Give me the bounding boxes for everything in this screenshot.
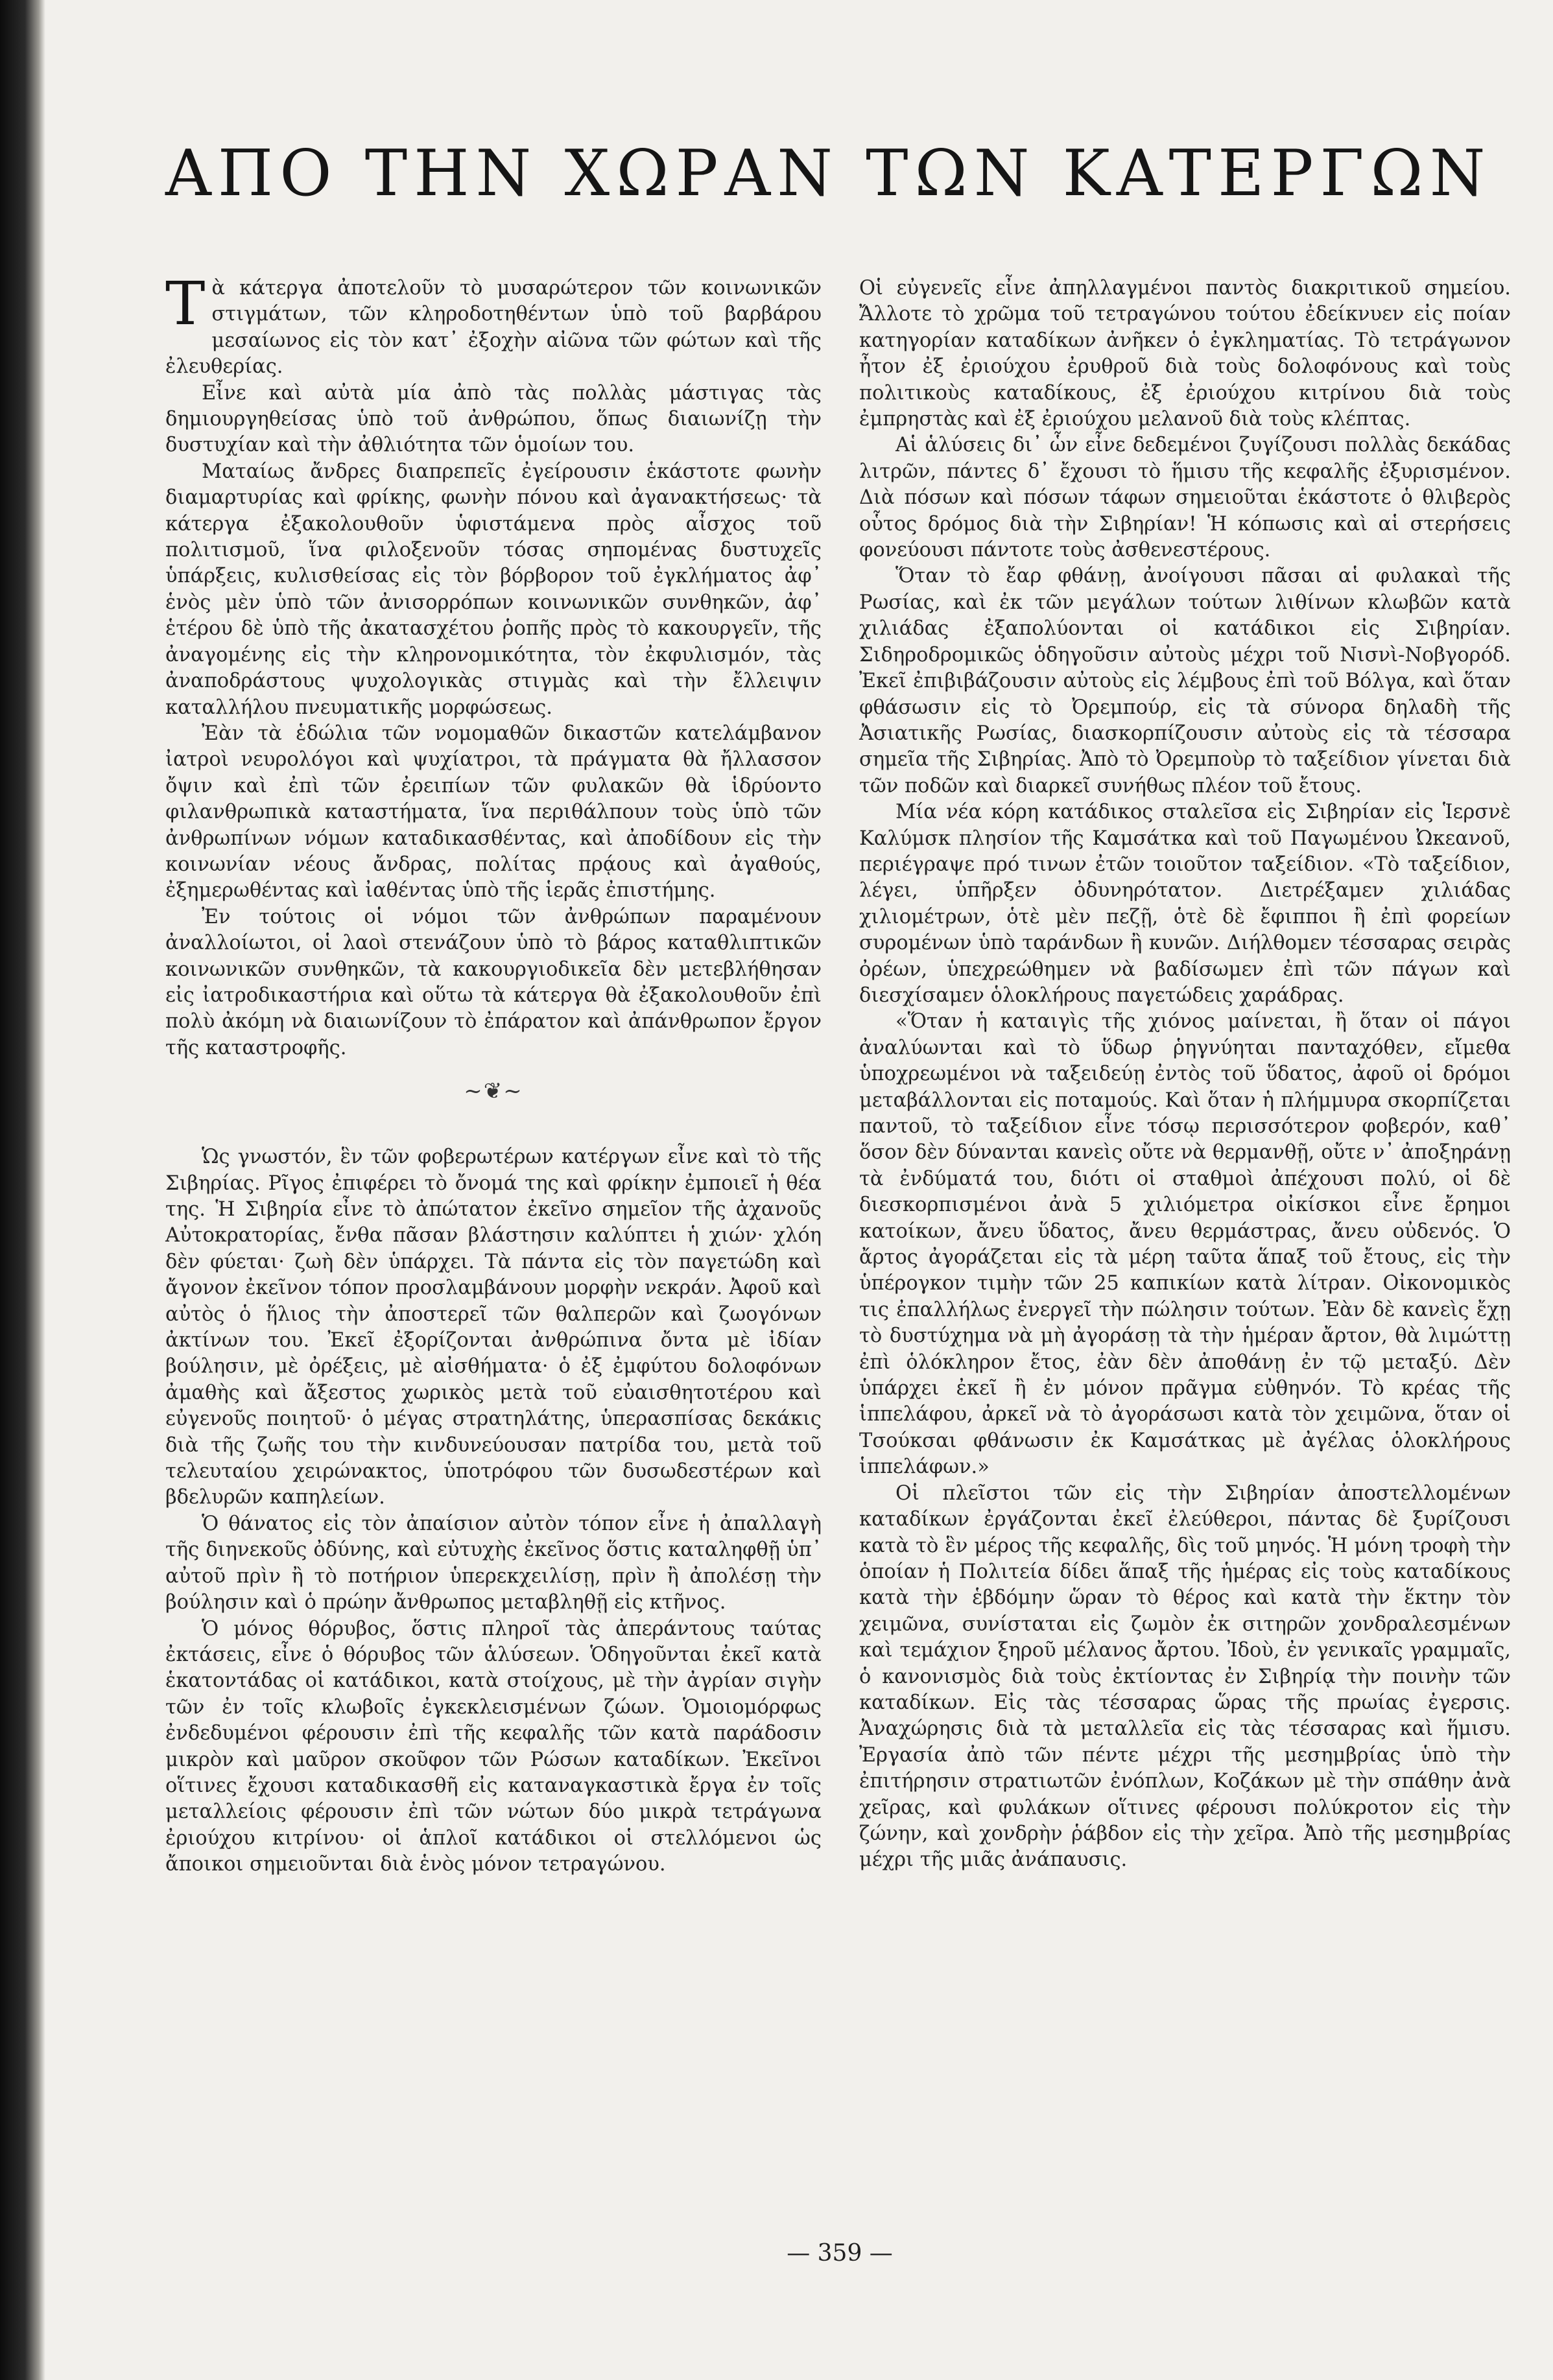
paragraph: Ἐν τούτοις οἱ νόμοι τῶν ἀνθρώπων παραμένουν ἀναλλοίωτοι, οἱ λαοὶ στενάζουν ὑπὸ τὸ βάρος καταθλιπτικῶν κοινωνικῶν συνθηκῶν, τὰ κακουργιοδικεῖα δὲν μετεβλήθησαν εἰς ἰατροδικαστήρια καὶ οὕτω τὰ κάτεργα θὰ ἐξακολουθοῦν ἐπὶ πολὺ ἀκόμη νὰ διαιωνίζουν τὸ ἐπάρατον καὶ ἀπάνθρωπον ἔργον τῆς καταστροφῆς. — [165, 905, 822, 1059]
paragraph: «Ὅταν ἡ καταιγὶς τῆς χιόνος μαίνεται, ἢ ὅταν οἱ πάγοι ἀναλύωνται καὶ τὸ ὕδωρ ῥηγνύηται πανταχόθεν, εἴμεθα ὑποχρεωμένοι νὰ ταξειδεύῃ ἐντὸς τοῦ ὕδατος, ἀφοῦ οἱ δρόμοι μεταβάλλονται εἰς ποταμούς. Καὶ ὅταν ἡ πλήμμυρα σκορπίζεται παντοῦ, τὸ ταξείδιον εἶνε τόσῳ περισσότερον φοβερόν, καθ᾽ ὅσον δὲν δύνανται κανεὶς οὔτε νὰ θερμανθῇ, οὔτε ν᾽ ἀποξηράνῃ τὰ ἐνδύματά του, διότι οἱ σταθμοὶ ἀπέχουσι πολύ, οἱ δὲ διεσκορπισμένοι ἀνὰ 5 χιλιόμετρα οἰκίσκοι εἶνε ἔρημοι κατοίκων, ἄνευ ὕδατος, ἄνευ θερμάστρας, ἄνευ οὐδενός. Ὁ ἄρτος ἀγοράζεται εἰς τὰ μέρη ταῦτα ἅπαξ τοῦ ἔτους, εἰς τὴν ὑπέρογκον τιμὴν τῶν 25 καπικίων κατὰ λίτραν. Οἰκονομικὸς τις ἐπαλλήλως ἐνεργεῖ τὴν πώλησιν τούτων. Ἐὰν δὲ κανεὶς ἔχῃ τὸ δυστύχημα νὰ μὴ ἀγοράσῃ τὰ τὴν ἡμέραν ἄρτον, θὰ λιμώττῃ ἐπὶ ὁλόκληρον ἔτος, ἐὰν δὲν ἀποθάνῃ ἐν τῷ μεταξύ. Δὲν ὑπάρχει ἐκεῖ ἢ ἐν μόνον πρᾶγμα εὐθηνόν. Τὸ κρέας τῆς ἱππελάφου, ἀρκεῖ νὰ τὸ ἀγοράσωσι κατὰ τὸν χειμῶνα, ὅταν οἱ Τσούκσαι φθάνωσιν ἐκ Καμσάτκας μὲ ἀγέλας ὁλοκλήρους ἱππελάφων.» — [859, 1010, 1511, 1479]
section-ornament: ~❦~ — [464, 1078, 523, 1105]
paragraph-intro-text: ὰ κάτεργα ἀποτελοῦν τὸ μυσαρώτερον τῶν κοινωνικῶν στιγμάτων, τῶν κληροδοτηθέντων ὑπὸ τοῦ βαρβάρου μεσαίωνος εἰς τὸν κατ᾽ ἐξοχὴν αἰῶνα τῶν φώτων καὶ τῆς ἐλευθερίας. — [165, 277, 822, 379]
right-column — [859, 276, 1511, 1874]
paragraph: Αἱ ἁλύσεις δι᾽ ὧν εἶνε δεδεμένοι ζυγίζουσι πολλὰς δεκάδας λιτρῶν, πάντες δ᾽ ἔχουσι τὸ ἥμισυ τῆς κεφαλῆς ἐξυρισμένον. Διὰ πόσων καὶ πόσων τάφων σημειοῦται ἑκάστοτε ὁ θλιβερὸς οὗτος δρόμος διὰ τὴν Σιβηρίαν! Ἡ κόπωσις καὶ αἱ στερήσεις φονεύουσι πάντοτε τοὺς ἀσθενεστέρους. — [859, 434, 1511, 562]
page-number: — 359 — — [787, 2240, 893, 2267]
paragraph-intro — [165, 269, 822, 381]
paragraph: Οἱ πλεῖστοι τῶν εἰς τὴν Σιβηρίαν ἀποστελλομένων καταδίκων ἐργάζονται ἐκεῖ ἐλεύθεροι, πάντας δὲ ξυρίζουσι κατὰ τὸ ἓν μέρος τῆς κεφαλῆς, δὶς τοῦ μηνός. Ἡ μόνη τροφὴ τὴν ὁποίαν ἡ Πολιτεία δίδει ἅπαξ τῆς ἡμέρας εἰς τοὺς καταδίκους κατὰ τὴν ἑβδόμην ὥραν τὸ θέρος καὶ κατὰ τὴν ἕκτην τὸν χειμῶνα, συνίσταται εἰς ζωμὸν ἐκ σιτηρῶν χονδραλεσμένων καὶ τεμάχιον ξηροῦ μέλανος ἄρτου. Ἰδοὺ, ἐν γενικαῖς γραμμαῖς, ὁ κανονισμὸς διὰ τοὺς ἐκτίοντας ἐν Σιβηρίᾳ τὴν ποινὴν τῶν καταδίκων. Εἰς τὰς τέσσαρας ὥρας τῆς πρωίας ἐγερσις. Ἀναχώρησις διὰ τὰ μεταλλεῖα εἰς τὰς τέσσαρας καὶ ἥμισυ. Ἐργασία ἀπὸ τῶν πέντε μέχρι τῆς μεσημβρίας ὑπὸ τὴν ἐπιτήρησιν στρατιωτῶν ἐνόπλων, Κοζάκων μὲ τὴν σπάθην ἀνὰ χεῖρας, καὶ φυλάκων οἵτινες φέρουσι πολύκροτον εἰς τὴν ζώνην, καὶ χονδρὴν ῥάβδον εἰς τὴν χεῖρα. Ἀπὸ τῆς μεσημβρίας μέχρι τῆς μιᾶς ἀνάπαυσις. — [859, 1481, 1511, 1872]
drop-cap: Τ — [165, 269, 206, 338]
paragraph: Ὁ μόνος θόρυβος, ὅστις πληροῖ τὰς ἀπεράντους ταύτας ἐκτάσεις, εἶνε ὁ θόρυβος τῶν ἁλύσεων. Ὁδηγοῦνται ἐκεῖ κατὰ ἑκατοντάδας οἱ κατάδικοι, κατὰ στοίχους, μὲ τὴν ἀγρίαν σιγὴν τῶν ἐν τοῖς κλωβοῖς ἐγκεκλεισμένων ζώων. Ὁμοιομόρφως ἐνδεδυμένοι φέρουσιν ἐπὶ τῆς κεφαλῆς τῶν κατὰ παράδοσιν μικρὸν καὶ μαῦρον σκοῦφον τῶν Ρώσων καταδίκων. Ἐκεῖνοι οἵτινες ἔχουσι καταδικασθῆ εἰς καταναγκαστικὰ ἔργα ἐν τοῖς μεταλλείοις φέρουσιν ἐπὶ τῶν νώτων δύο μικρὰ τετράγωνα ἐριούχου κιτρίνου· οἱ ἁπλοῖ κατάδικοι οἱ στελλόμενοι ὡς ἄποικοι σημειοῦνται διὰ ἑνὸς μόνον τετραγώνου. — [165, 1617, 822, 1876]
paragraph: Ματαίως ἄνδρες διαπρεπεῖς ἐγείρουσιν ἑκάστοτε φωνὴν διαμαρτυρίας καὶ φρίκης, φωνὴν πόνου καὶ ἀγανακτήσεως· τὰ κάτεργα ἐξακολουθοῦν ὑφιστάμενα πρὸς αἶσχος τοῦ πολιτισμοῦ, ἵνα φιλοξενοῦν τόσας σηπομένας δυστυχεῖς ὑπάρξεις, κυλισθείσας εἰς τὸν βόρβορον τοῦ ἐγκλήματος ἀφ᾽ ἑνὸς μὲν ὑπὸ τῶν ἀνισορρόπων κοινωνικῶν συνθηκῶν, ἀφ᾽ ἑτέρου δὲ ὑπὸ τῆς ἀκατασχέτου ῥοπῆς πρὸς τὸ κακουργεῖν, τῆς ἀναγομένης εἰς τὴν κληρονομικότητα, τὸν ἐκφυλισμόν, τὰς ἀναποδράστους ψυχολογικὰς στιγμὰς καὶ τὴν ἔλλειψιν καταλλήλου πνευματικῆς μορφώσεως. — [165, 460, 822, 719]
page-title: ΑΠΟ ΤΗΝ ΧΩΡΑΝ ΤΩΝ ΚΑΤΕΡΓΩΝ — [165, 137, 1492, 211]
paragraph: Ὁ θάνατος εἰς τὸν ἀπαίσιον αὐτὸν τόπον εἶνε ἡ ἀπαλλαγὴ τῆς διηνεκοῦς ὀδύνης, καὶ εὐτυχὴς ἐκεῖνος ὅστις καταληφθῇ ὑπ᾽ αὐτοῦ πρὶν ἢ τὸ ποτήριον ὑπερεκχειλίσῃ, πρὶν ἢ ἀπολέσῃ τὴν βούλησιν καὶ ὁ πρώην ἄνθρωπος μεταβληθῇ εἰς κτῆνος. — [165, 1512, 822, 1614]
left-column — [165, 269, 822, 1878]
paragraph: Ὅταν τὸ ἔαρ φθάνῃ, ἀνοίγουσι πᾶσαι αἱ φυλακαὶ τῆς Ρωσίας, καὶ ἐκ τῶν μεγάλων τούτων λιθίνων κλωβῶν κατὰ χιλιάδας ἐξαπολύονται οἱ κατάδικοι εἰς Σιβηρίαν. Σιδηροδρομικῶς ὁδηγοῦσιν αὐτοὺς μέχρι τοῦ Νισνὶ-Νοβγορόδ. Ἐκεῖ ἐπιβιβάζουσιν αὐτοὺς εἰς λέμβους ἐπὶ τοῦ Βόλγα, καὶ ὅταν φθάσωσιν εἰς τὸ Ὀρεμπούρ, εἰς τὰ σύνορα δηλαδὴ τῆς Ἀσιατικῆς Ρωσίας, διασκορπίζουσιν αὐτοὺς εἰς τὰ τέσσαρα σημεῖα τῆς Σιβηρίας. Ἀπὸ τὸ Ὀρεμποὺρ τὸ ταξείδιον γίνεται διὰ τῶν ποδῶν καὶ διαρκεῖ συνήθως πλέον τοῦ ἔτους. — [859, 565, 1511, 797]
paragraph: Εἶνε καὶ αὐτὰ μία ἀπὸ τὰς πολλὰς μάστιγας τὰς δημιουργηθείσας ὑπὸ τοῦ ἀνθρώπου, ὅπως διαιωνίζῃ τὴν δυστυχίαν καὶ τὴν ἀθλιότητα τῶν ὁμοίων του. — [165, 381, 822, 457]
paragraph: Οἱ εὐγενεῖς εἶνε ἀπηλλαγμένοι παντὸς διακριτικοῦ σημείου. Ἄλλοτε τὸ χρῶμα τοῦ τετραγώνου τούτου ἐδείκνυεν εἰς ποίαν κατηγορίαν καταδίκων ἀνῆκεν ὁ ἐγκληματίας. Τὸ τετράγωνον ἦτον ἐξ ἐριούχου ἐρυθροῦ διὰ τοὺς δολοφόνους καὶ τοὺς πολιτικοὺς καταδίκους, ἐξ ἐριούχου κιτρίνου διὰ τοὺς ἐμπρηστὰς καὶ ἐξ ἐριούχου μελανοῦ διὰ τοὺς κλέπτας. — [859, 277, 1511, 431]
paragraph: Μία νέα κόρη κατάδικος σταλεῖσα εἰς Σιβηρίαν εἰς Ἱερσνὲ Καλύμσκ πλησίον τῆς Καμσάτκα καὶ τοῦ Παγωμένου Ὠκεανοῦ, περιέγραψε πρό τινων ἐτῶν τοιοῦτον ταξείδιον. «Τὸ ταξείδιον, λέγει, ὑπῆρξεν ὀδυνηρότατον. Διετρέξαμεν χιλιάδας χιλιομέτρων, ὁτὲ μὲν πεζῇ, ὁτὲ δὲ ἔφιπποι ἢ ἐπὶ φορείων συρομένων ὑπὸ ταράνδων ἢ κυνῶν. Διήλθομεν τέσσαρας σειρὰς ὀρέων, ὑπεχρεώθημεν νὰ βαδίσωμεν ἐπὶ τῶν πάγων καὶ διεσχίσαμεν ὁλοκλήρους παγετώδεις χαράδρας. — [859, 801, 1511, 1007]
paragraph: Ὡς γνωστόν, ἓν τῶν φοβερωτέρων κατέργων εἶνε καὶ τὸ τῆς Σιβηρίας. Ρῖγος ἐπιφέρει τὸ ὄνομά της καὶ φρίκην ἐμποιεῖ ἡ θέα της. Ἡ Σιβηρία εἶνε τὸ ἀπώτατον ἐκεῖνο σημεῖον τῆς ἀχανοῦς Αὐτοκρατορίας, ἔνθα πᾶσαν βλάστησιν καλύπτει ἡ χιών· χλόη δὲν φύεται· ζωὴ δὲν ὑπάρχει. Τὰ πάντα εἰς τὸν παγετώδη καὶ ἄγονον ἐκεῖνον τόπον προσλαμβάνουν μορφὴν νεκράν. Ἀφοῦ καὶ αὐτὸς ὁ ἥλιος τὴν ἀποστερεῖ τῶν θαλπερῶν καὶ ζωογόνων ἀκτίνων του. Ἐκεῖ ἐξορίζονται ἀνθρώπινα ὄντα μὲ ἰδίαν βούλησιν, μὲ ὀρέξεις, μὲ αἰσθήματα· ὁ ἐξ ἐμφύτου δολοφόνων ἀμαθὴς καὶ ἄξεστος χωρικὸς μετὰ τοῦ εὐαισθητοτέρου καὶ εὐγενοῦς ποιητοῦ· ὁ μέγας στρατηλάτης, ὑπερασπίσας δεκάκις διὰ τῆς ζωῆς του τὴν κινδυνεύουσαν πατρίδα του, μετὰ τοῦ τελευταίου χειρώνακτος, ὑποτρόφου τῶν δυσωδεστέρων καὶ βδελυρῶν καπηλείων. — [165, 1146, 822, 1509]
paragraph: Ἐὰν τὰ ἑδώλια τῶν νομομαθῶν δικαστῶν κατελάμβανον ἰατροὶ νευρολόγοι καὶ ψυχίατροι, τὰ πράγματα θὰ ἤλλασσον ὄψιν καὶ ἐπὶ τῶν ἐρειπίων τῶν φυλακῶν θὰ ἱδρύοντο φιλανθρωπικὰ καταστήματα, ἵνα περιθάλπουν τοὺς ὑπὸ τῶν ἀνθρωπίνων νόμων καταδικασθέντας, καὶ ἀποδίδουν εἰς τὴν κοινωνίαν νέους ἄνδρας, πολίτας πρᾴους καὶ ἀγαθούς, ἐξημερωθέντας καὶ ἰαθέντας ὑπὸ τῆς ἱερᾶς ἐπιστήμης. — [165, 722, 822, 902]
